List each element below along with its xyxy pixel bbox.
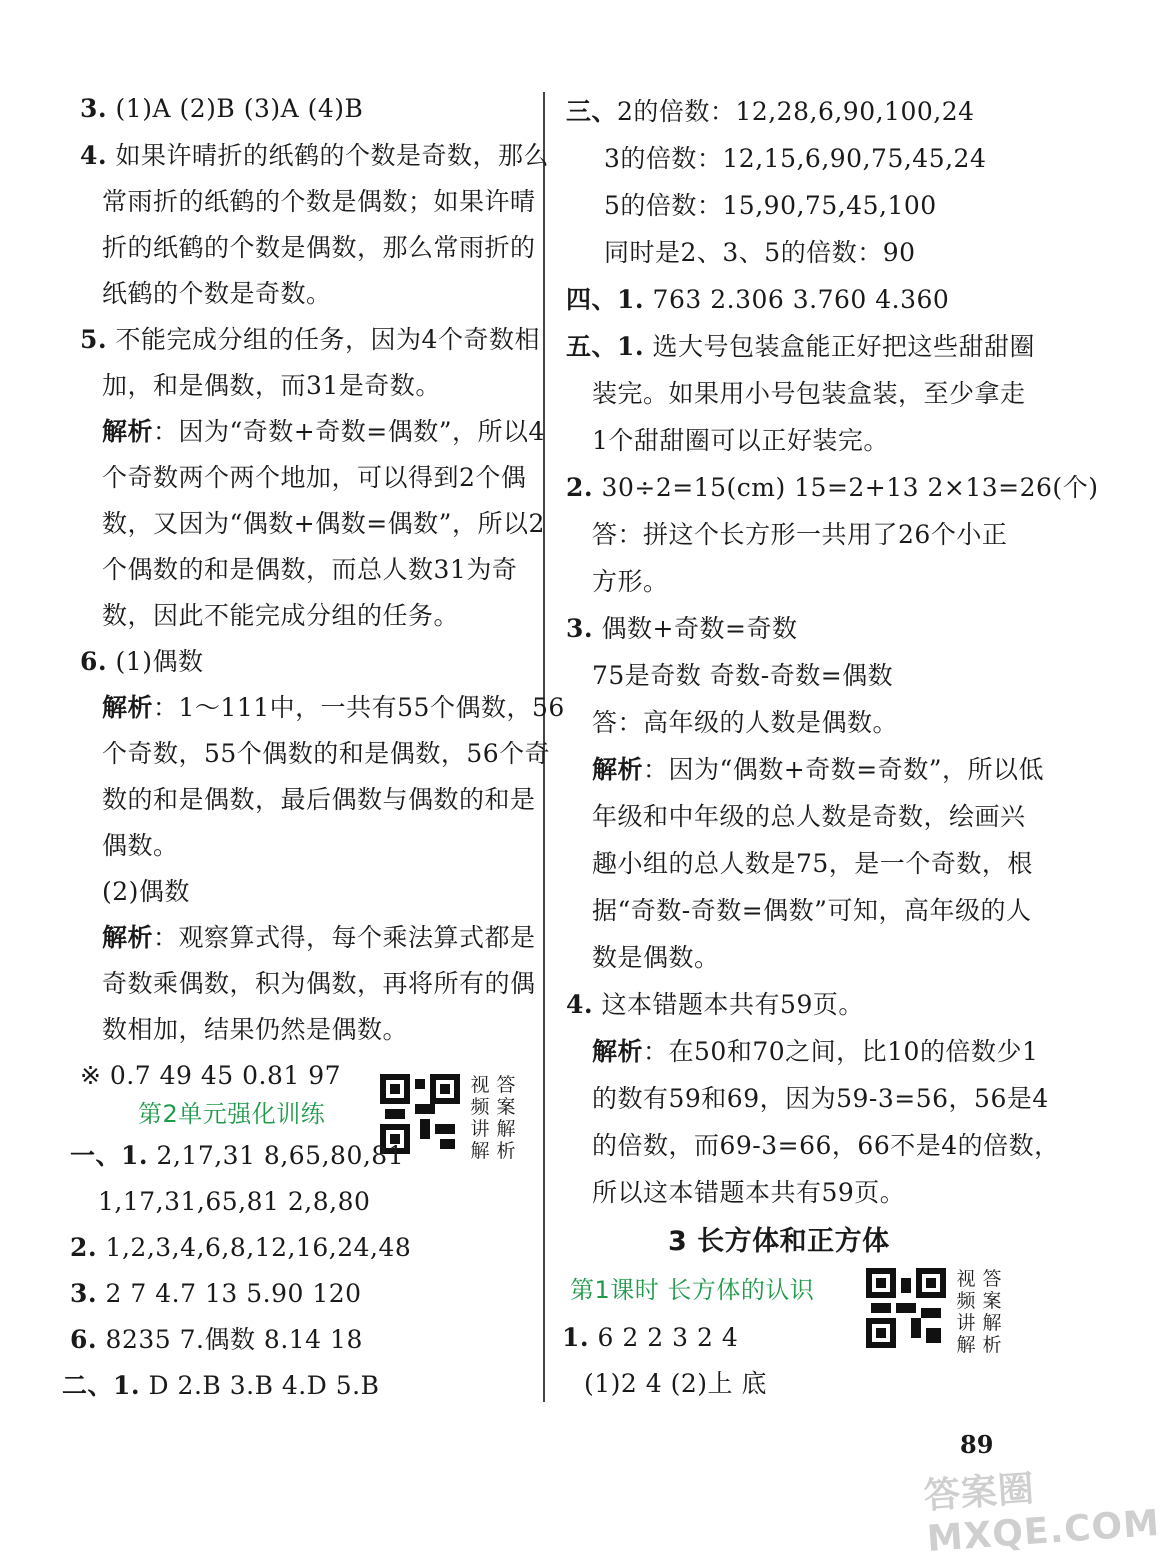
answer-line: 二、1. D 2.B 3.B 4.D 5.B (62, 1371, 380, 1400)
answer-line: 纸鹤的个数是奇数。 (102, 279, 332, 308)
analysis-line: 数，又因为“偶数+偶数=偶数”，所以2 (102, 509, 545, 538)
answer-line: 3. 2 7 4.7 13 5.90 120 (70, 1279, 362, 1308)
answer-line: 3. 偶数+奇数=奇数 (566, 614, 798, 643)
answer-line: 答：拼这个长方形一共用了26个小正 (592, 520, 1008, 549)
analysis-line: 个奇数，55个偶数的和是偶数，56个奇 (102, 739, 551, 768)
answer-line: 折的纸鹤的个数是偶数，那么常雨折的 (102, 233, 536, 262)
answer-line: 3. (1)A (2)B (3)A (4)B (80, 94, 364, 123)
analysis-line: 解析：1～111中，一共有55个偶数，56 (102, 693, 565, 722)
answer-line: 2. 1,2,3,4,6,8,12,16,24,48 (70, 1233, 412, 1262)
answer-line: 4. 如果许晴折的纸鹤的个数是奇数，那么 (80, 141, 550, 170)
analysis-line: 数的和是偶数，最后偶数与偶数的和是 (102, 785, 536, 814)
answer-line: 3的倍数：12,15,6,90,75,45,24 (604, 144, 987, 173)
answer-line: 三、2的倍数：12,28,6,90,100,24 (566, 97, 975, 126)
qr-caption-answer: 答案解析 (982, 1268, 1002, 1356)
answer-line: 装完。如果用小号包装盒装，至少拿走 (592, 379, 1026, 408)
page-number: 89 (960, 1430, 994, 1459)
answer-line: (2)偶数 (102, 877, 190, 906)
answer-line: 加，和是偶数，而31是奇数。 (102, 371, 441, 400)
qr-caption-answer: 答案解析 (496, 1074, 516, 1162)
answer-line: 1,17,31,65,81 2,8,80 (98, 1187, 371, 1216)
analysis-line: 趣小组的总人数是75，是一个奇数，根 (592, 849, 1033, 878)
analysis-line: 的数有59和69，因为59-3=56，56是4 (592, 1084, 1049, 1113)
analysis-line: 数相加，结果仍然是偶数。 (102, 1015, 409, 1044)
answer-line: 4. 这本错题本共有59页。 (566, 990, 864, 1019)
qr-caption-video: 视频讲解 (470, 1074, 490, 1162)
answer-line: 方形。 (592, 567, 669, 596)
analysis-line: 奇数乘偶数，积为偶数，再将所有的偶 (102, 969, 536, 998)
qr-code-icon (866, 1268, 946, 1348)
answer-line: 75是奇数 奇数-奇数=偶数 (592, 661, 894, 690)
answer-line: 四、1. 763 2.306 3.760 4.360 (566, 285, 950, 314)
bonus-answer-line: ※ 0.7 49 45 0.81 97 (80, 1061, 342, 1090)
answer-line: 2. 30÷2=15(cm) 15=2+13 2×13=26(个) (566, 473, 1099, 502)
analysis-line: 个偶数的和是偶数，而总人数31为奇 (102, 555, 518, 584)
chapter-title: 3 长方体和正方体 (668, 1226, 890, 1257)
answer-line: 1. 6 2 2 3 2 4 (562, 1323, 739, 1352)
analysis-line: 据“奇数-奇数=偶数”可知，高年级的人 (592, 896, 1032, 925)
lesson-title: 第1课时 长方体的认识 (570, 1276, 815, 1304)
answer-line: 6. (1)偶数 (80, 647, 204, 676)
analysis-line: 数，因此不能完成分组的任务。 (102, 601, 460, 630)
analysis-line: 个奇数两个两个地加，可以得到2个偶 (102, 463, 527, 492)
analysis-line: 解析：因为“奇数+奇数=偶数”，所以4 (102, 417, 545, 446)
answer-line: (1)2 4 (2)上 底 (584, 1369, 767, 1398)
analysis-line: 数是偶数。 (592, 943, 720, 972)
qr-caption-video: 视频讲解 (956, 1268, 976, 1356)
analysis-line: 偶数。 (102, 831, 179, 860)
watermark: 答案圈 MXQE.COM (922, 1468, 1161, 1560)
analysis-line: 解析：因为“偶数+奇数=奇数”，所以低 (592, 755, 1044, 784)
answer-line: 5. 不能完成分组的任务，因为4个奇数相 (80, 325, 540, 354)
answer-line: 答：高年级的人数是偶数。 (592, 708, 899, 737)
answer-line: 一、1. 2,17,31 8,65,80,81 (70, 1141, 405, 1170)
answer-line: 6. 8235 7.偶数 8.14 18 (70, 1325, 363, 1354)
answer-line: 5的倍数：15,90,75,45,100 (604, 191, 937, 220)
answer-line: 同时是2、3、5的倍数：90 (604, 238, 916, 267)
analysis-line: 年级和中年级的总人数是奇数，绘画兴 (592, 802, 1026, 831)
answer-line: 常雨折的纸鹤的个数是偶数；如果许晴 (102, 187, 536, 216)
section-title: 第2单元强化训练 (138, 1100, 326, 1128)
analysis-line: 解析：观察算式得，每个乘法算式都是 (102, 923, 536, 952)
answer-line: 1个甜甜圈可以正好装完。 (592, 426, 889, 455)
analysis-line: 的倍数，而69-3=66，66不是4的倍数， (592, 1131, 1060, 1160)
analysis-line: 解析：在50和70之间，比10的倍数少1 (592, 1037, 1039, 1066)
analysis-line: 所以这本错题本共有59页。 (592, 1178, 906, 1207)
answer-line: 五、1. 选大号包装盒能正好把这些甜甜圈 (566, 332, 1036, 361)
